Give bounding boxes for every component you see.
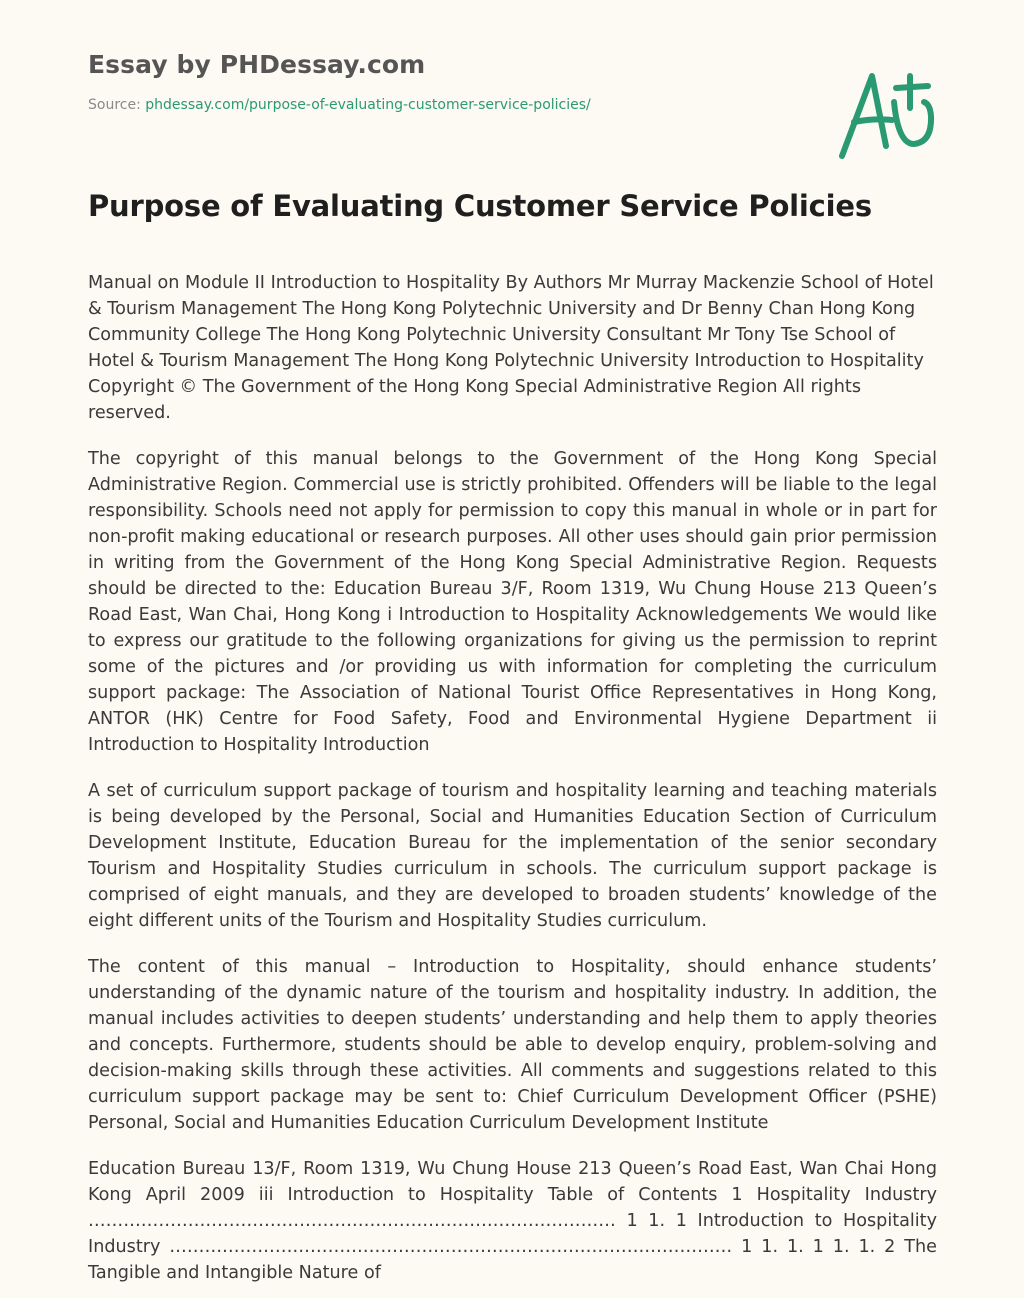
source-label: Source: [88,97,146,113]
paragraph: The content of this manual – Introduction to Hospitality, should enhance students’ understanding of the dynamic nature of the tourism and hospitality industry. In addition, the manual includes activities to deepen students’ understanding and help them to apply theories and concepts. Furthermore, students should be able to develop enquiry, problem-solving and decision-making skills through these activities. All comments and suggestions related to this curriculum support package may be sent to: Chief Curriculum Development Officer (PSHE) Personal, Social and Humanities Education Curriculum Development Institute [88,957,937,1133]
essay-body [88,270,937,1283]
page-header [88,50,944,180]
page-title: Purpose of Evaluating Customer Service Policies [88,189,872,223]
paragraph: Education Bureau 13/F, Room 1319, Wu Chung House 213 Queen’s Road East, Wan Chai Hong Kong April 2009 iii Introduction to Hospitality Table of Contents 1 Hospitality Industry ……………………………………………………………………………… 1 1. 1 Introduction to Hospitality Industry …………………………………………………………………………………… 1 1. 1. 1 1. 1. 2 The Tangible and Intangible Nature of [88,1159,937,1283]
source-line [88,97,944,113]
paragraph: The copyright of this manual belongs to the Government of the Hong Kong Special Administrative Region. Commercial use is strictly prohibited. Offenders will be liable to the legal responsibility. Schools need not apply for permission to copy this manual in whole or in part for non-profit making educational or research purposes. All other uses should gain prior permission in writing from the Government of the Hong Kong Special Administrative Region. Requests should be directed to the: Education Bureau 3/F, Room 1319, Wu Chung House 213 Queen’s Road East, Wan Chai, Hong Kong i Introduction to Hospitality Acknowledgements We would like to express our gratitude to the following organizations for giving us the permission to reprint some of the pictures and /or providing us with information for completing the curriculum support package: The Association of National Tourist Office Representatives in Hong Kong, ANTOR (HK) Centre for Food Safety, Food and Environmental Hygiene Department ii Introduction to Hospitality Introduction [88,449,937,755]
paragraph: Manual on Module II Introduction to Hospitality By Authors Mr Murray Mackenzie School of Hotel & Tourism Management The Hong Kong Polytechnic University and Dr Benny Chan Hong Kong Community College The Hong Kong Polytechnic University Consultant Mr Tony Tse School of Hotel & Tourism Management The Hong Kong Polytechnic University Introduction to Hospitality Copyright © The Government of the Hong Kong Special Administrative Region All rights reserved. [88,273,934,423]
site-brand: Essay by PHDessay.com [88,50,426,79]
a-plus-logo-icon [834,64,944,164]
source-link[interactable]: phdessay.com/purpose-of-evaluating-customer-service-policies/ [145,97,591,113]
paragraph: A set of curriculum support package of tourism and hospitality learning and teaching materials is being developed by the Personal, Social and Humanities Education Section of Curriculum Development Institute, Education Bureau for the implementation of the senior secondary Tourism and Hospitality Studies curriculum in schools. The curriculum support package is comprised of eight manuals, and they are developed to broaden students’ knowledge of the eight different units of the Tourism and Hospitality Studies curriculum. [88,781,937,931]
